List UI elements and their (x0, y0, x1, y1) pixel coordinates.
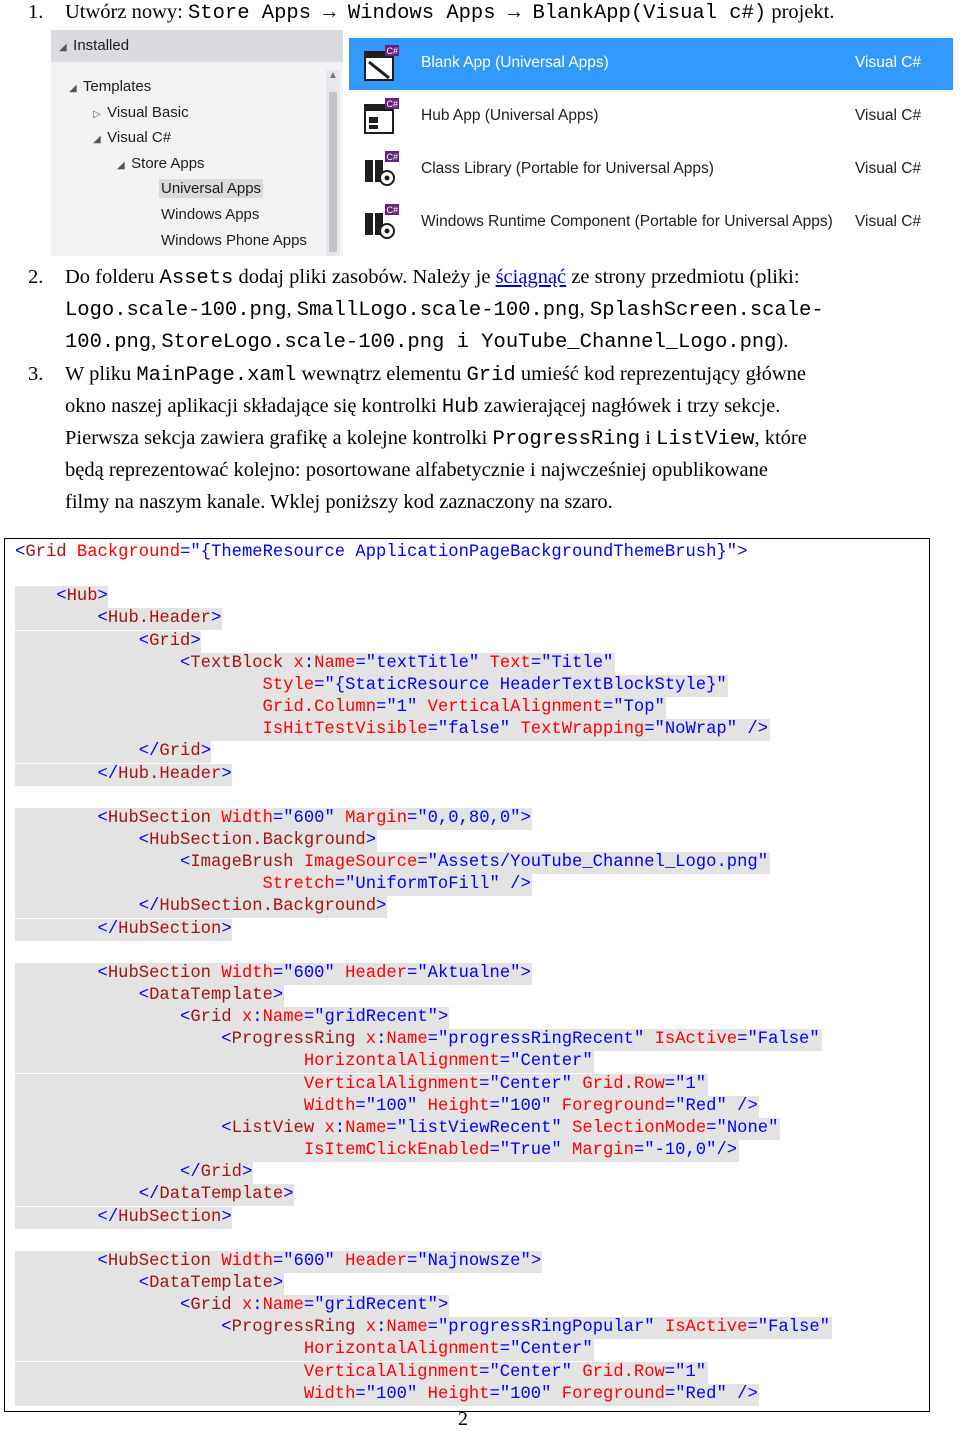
code-line: <HubSection Width="600" Margin="0,0,80,0"> (97, 808, 531, 828)
code-line: <HubSection Width="600" Header="Aktualne"> (97, 963, 531, 983)
code-line: <ImageBrush ImageSource="Assets/YouTube_Channel_Logo.png" (180, 853, 769, 873)
code-line: <HubSection.Background> (138, 830, 377, 850)
code-line: Width="100" Height="100" Foreground="Red" /> (303, 1096, 758, 1116)
tree-node-visual-csharp[interactable]: ◢ Visual C# (93, 129, 172, 146)
code-line: <DataTemplate> (138, 986, 284, 1005)
code-line: </DataTemplate> (138, 1185, 294, 1205)
code-line: <Hub.Header> (97, 609, 222, 629)
scroll-thumb[interactable] (329, 92, 337, 252)
code-line: <DataTemplate> (138, 1273, 284, 1293)
expanded-triangle-icon: ◢ (93, 134, 101, 145)
tree-scrollbar[interactable] (326, 70, 340, 256)
tree-node-store-apps[interactable]: ◢ Store Apps (117, 155, 205, 172)
class-library-icon (361, 150, 401, 190)
code-line: </Hub.Header> (97, 764, 232, 784)
step-text: Utwórz nowy: (65, 1, 188, 23)
code-listing (4, 538, 930, 1412)
code-line: HorizontalAlignment="Center" (303, 1340, 593, 1360)
svg-text:C#: C# (386, 46, 399, 56)
template-row-blank-app[interactable]: C# Blank App (Universal Apps) Visual C# (349, 38, 953, 90)
svg-text:C#: C# (386, 99, 399, 109)
template-row-hub-app[interactable]: C# Hub App (Universal Apps) Visual C# (349, 91, 953, 143)
tree-node-templates[interactable]: ◢ Templates (69, 78, 152, 95)
code-line: <Grid x:Name="gridRecent"> (180, 1008, 449, 1028)
blank-app-icon (361, 44, 401, 84)
expanded-triangle-icon: ◢ (59, 42, 67, 53)
template-list (349, 38, 953, 256)
code-line: IsHitTestVisible="false" TextWrapping="NoWrap" /> (262, 720, 769, 740)
code-line: Style="{StaticResource HeaderTextBlockStyle}" (262, 675, 727, 695)
svg-text:C#: C# (386, 205, 399, 215)
tree-node-windows-apps[interactable]: Windows Apps (161, 206, 260, 223)
step-number: 3. (28, 363, 44, 385)
code-line: </Grid> (180, 1163, 253, 1183)
step-2-line-1: Do folderu Assets dodaj pliki zasobów. Należy je ściągnąć ze strony przedmiotu (pliki: (65, 266, 800, 290)
code-line: </HubSection> (97, 1207, 232, 1227)
code-line: Stretch="UniformToFill" /> (262, 875, 531, 895)
tree-node-universal-apps[interactable]: Universal Apps (161, 180, 262, 197)
code-line: </HubSection.Background> (138, 897, 387, 917)
code-line: </Grid> (138, 742, 212, 762)
code-line: <Hub> (56, 587, 108, 607)
code-line: </HubSection> (97, 919, 232, 939)
template-tree (51, 30, 343, 256)
new-project-screenshot (51, 30, 953, 256)
tree-node-windows-phone-apps[interactable]: Windows Phone Apps (161, 232, 307, 249)
code-line: <ListView x:Name="listViewRecent" SelectionMode="None" (221, 1118, 779, 1138)
runtime-component-icon (361, 203, 401, 243)
hub-app-icon (361, 97, 401, 137)
code-line: Grid.Column="1" VerticalAlignment="Top" (262, 698, 665, 718)
tree-node-installed[interactable]: ◢ Installed (59, 37, 130, 54)
template-row-class-library[interactable]: C# Class Library (Portable for Universal Apps) Visual C# (349, 144, 953, 196)
code-line: VerticalAlignment="Center" Grid.Row="1" (303, 1074, 707, 1094)
expanded-triangle-icon: ◢ (117, 160, 125, 171)
code-line: HorizontalAlignment="Center" (303, 1052, 593, 1072)
code-line: <ProgressRing x:Name="progressRingPopular" IsActive="False" (221, 1318, 830, 1338)
download-link[interactable]: ściągnąć (495, 266, 567, 288)
step-number: 1. (28, 1, 44, 23)
code-line: <TextBlock x:Name="textTitle" Text="Title" (180, 653, 614, 673)
svg-text:C#: C# (386, 152, 399, 162)
code-line: IsItemClickEnabled="True" Margin="-10,0"/> (303, 1141, 738, 1161)
collapsed-triangle-icon: ▷ (93, 109, 101, 120)
expanded-triangle-icon: ◢ (69, 83, 77, 94)
step-code: Store Apps → Windows Apps → BlankApp(Visual c#) (187, 2, 767, 25)
code-line: <Grid Background="{ThemeResource ApplicationPageBackgroundThemeBrush}"> (15, 543, 748, 562)
code-line: <HubSection Width="600" Header="Najnowsze"> (97, 1251, 542, 1271)
tree-node-visual-basic[interactable]: ▷ Visual Basic (93, 104, 189, 121)
code-line: VerticalAlignment="Center" Grid.Row="1" (303, 1362, 707, 1382)
code-line: Width="100" Height="100" Foreground="Red" /> (303, 1384, 758, 1404)
step-number: 2. (28, 266, 44, 288)
code-line: <Grid x:Name="gridRecent"> (180, 1296, 449, 1316)
page-number: 2 (458, 1408, 468, 1430)
template-row-runtime-component[interactable]: C# Windows Runtime Component (Portable for Universal Apps) Visual C# (349, 197, 953, 249)
step-text: projekt. (766, 1, 835, 23)
code-line: <ProgressRing x:Name="progressRingRecent" IsActive="False" (221, 1030, 820, 1050)
scroll-up-icon[interactable]: ▲ (328, 70, 338, 81)
code-line: <Grid> (138, 631, 201, 651)
